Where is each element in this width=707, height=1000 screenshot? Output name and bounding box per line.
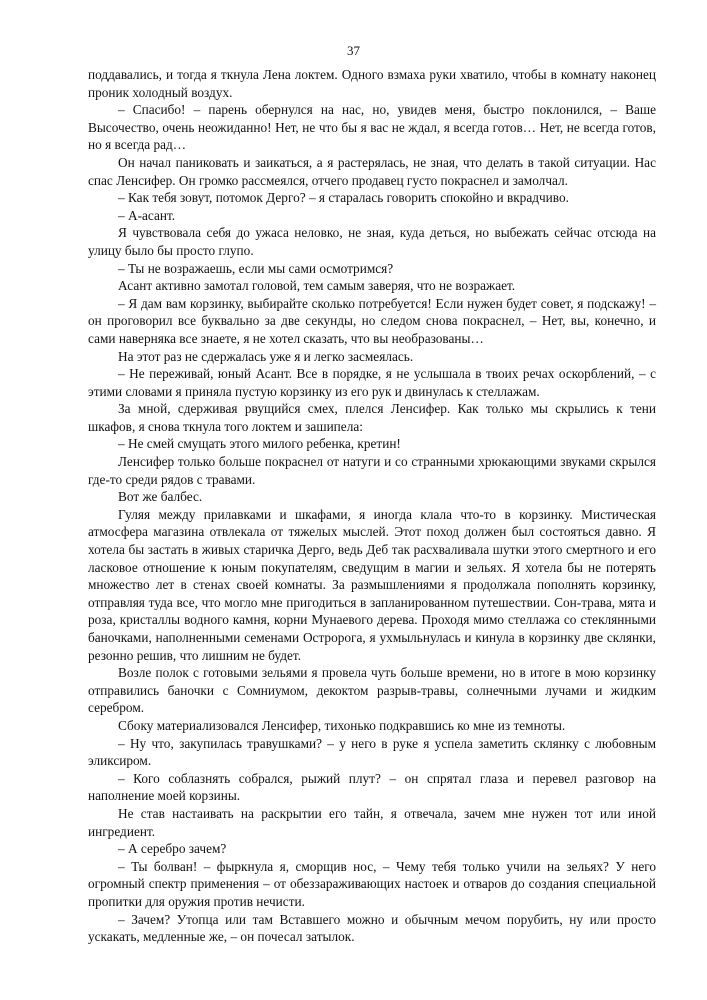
paragraph: Ленсифер только больше покраснел от натуги и со странными хрюкающими звуками скрылся где-то среди рядов с травами. [88,454,656,487]
paragraph: – Зачем? Утопца или там Вставшего можно и обычным мечом порубить, ну или просто ускакать, медленные же, – он почесал затылок. [88,911,656,945]
paragraph: – Спасибо! – парень обернулся на нас, но, увидев меня, быстро поклонился, – Ваше Высочество, очень неожиданно! Нет, не что бы я вас не ждал, я всегда готов… Нет, не всегда готов, но я всегда рад… [88,102,656,153]
paragraph: – А серебро зачем? [118,841,227,857]
paragraph: Асант активно замотал головой, тем самым заверяя, что не возражает. [118,278,516,294]
paragraph: Возле полок с готовыми зельями я провела чуть больше времени, но в итоге в мою корзинку отправились баночки с Сомниумом, декоктом разрыв-травы, солнечными лучами и жидким серебром. [88,665,656,716]
paragraph: – А-асант. [118,207,176,223]
paragraph: – Ты болван! – фыркнула я, сморщив нос, – Чему тебя только учили на зельях? У него огромный спектр применения – от обеззараживающих настоек и отваров до создания специальной пропитки для оружия против нечисти. [88,858,656,909]
paragraph: Гуляя между прилавками и шкафами, я иногда клала что-то в корзинку. Мистическая атмосфера магазина отвлекала от тяжелых мыслей. Этот поход должен был состояться давно. Я хотела бы застать в живых старичка Дерго, ведь Деб так расхваливала шутки этого смертного и его ласковое отношение к юным покупателям, сведущим в магии и зельях. Я хотела бы не потерять множество лет в стенах своей комнаты. За размышлениями я продолжала пополнять корзинку, отправляя туда все, что могло мне пригодиться в запланированном путешествии. Сон-трава, мята и роза, кристаллы водного камня, корни Мунаевого дерева. Проходя мимо стеллажа со стеклянными баночками, наполненными семенами Остророга, я ухмыльнулась и кинула в корзинку две склянки, резонно решив, что лишним не будет. [88,506,656,663]
paragraph: – Не переживай, юный Асант. Все в порядке, я не услышала в твоих речах оскорблений, – с этими словами я приняла пустую корзинку из его рук и двинулась к стеллажам. [88,366,656,399]
paragraph: – Ну что, закупилась травушками? – у него в руке я успела заметить склянку с любовным эликсиром. [88,735,656,769]
page-number: 37 [347,43,360,58]
paragraph: На этот раз не сдержалась уже я и легко засмеялась. [118,348,414,364]
paragraph: Не став настаивать на раскрытии его тайн, я отвечала, зачем мне нужен тот или иной ингредиент. [88,805,656,839]
paragraph: поддавались, и тогда я ткнула Лена локтем. Одного взмаха руки хватило, чтобы в комнату наконец проник холодный воздух. [88,67,656,100]
paragraph: – Ты не возражаешь, если мы сами осмотримся? [118,260,394,276]
paragraph: Он начал паниковать и заикаться, а я растерялась, не зная, что делать в такой ситуации. Нас спас Ленсифер. Он громко рассмеялся, отчего продавец густо покраснел и замолчал. [88,154,656,188]
text-body [88,66,656,946]
paragraph: Сбоку материализовался Ленсифер, тихонько подкравшись ко мне из темноты. [118,717,566,733]
paragraph: Вот же балбес. [118,489,203,505]
paragraph: – Не смей смущать этого милого ребенка, кретин! [118,436,401,452]
paragraph: Я чувствовала себя до ужаса неловко, не зная, куда деться, но выбежать сейчас отсюда на улицу было бы просто глупо. [88,225,656,258]
paragraph: – Как тебя зовут, потомок Дерго? – я старалась говорить спокойно и вкрадчиво. [118,190,569,206]
paragraph: – Я дам вам корзинку, выбирайте сколько потребуется! Если нужен будет совет, я подскажу! – он проговорил все буквально за две секунды, но следом снова покраснел, – Нет, вы, конечно, и сами наверняка все знаете, я не хотел сказать, что вы необразованы… [88,295,656,346]
paragraph: За мной, сдерживая рвущийся смех, плелся Ленсифер. Как только мы скрылись к тени шкафов, я снова ткнула того локтем и зашипела: [88,401,656,434]
paragraph: – Кого соблазнять собрался, рыжий плут? – он спрятал глаза и перевел разговор на наполнение моей корзины. [88,770,656,804]
